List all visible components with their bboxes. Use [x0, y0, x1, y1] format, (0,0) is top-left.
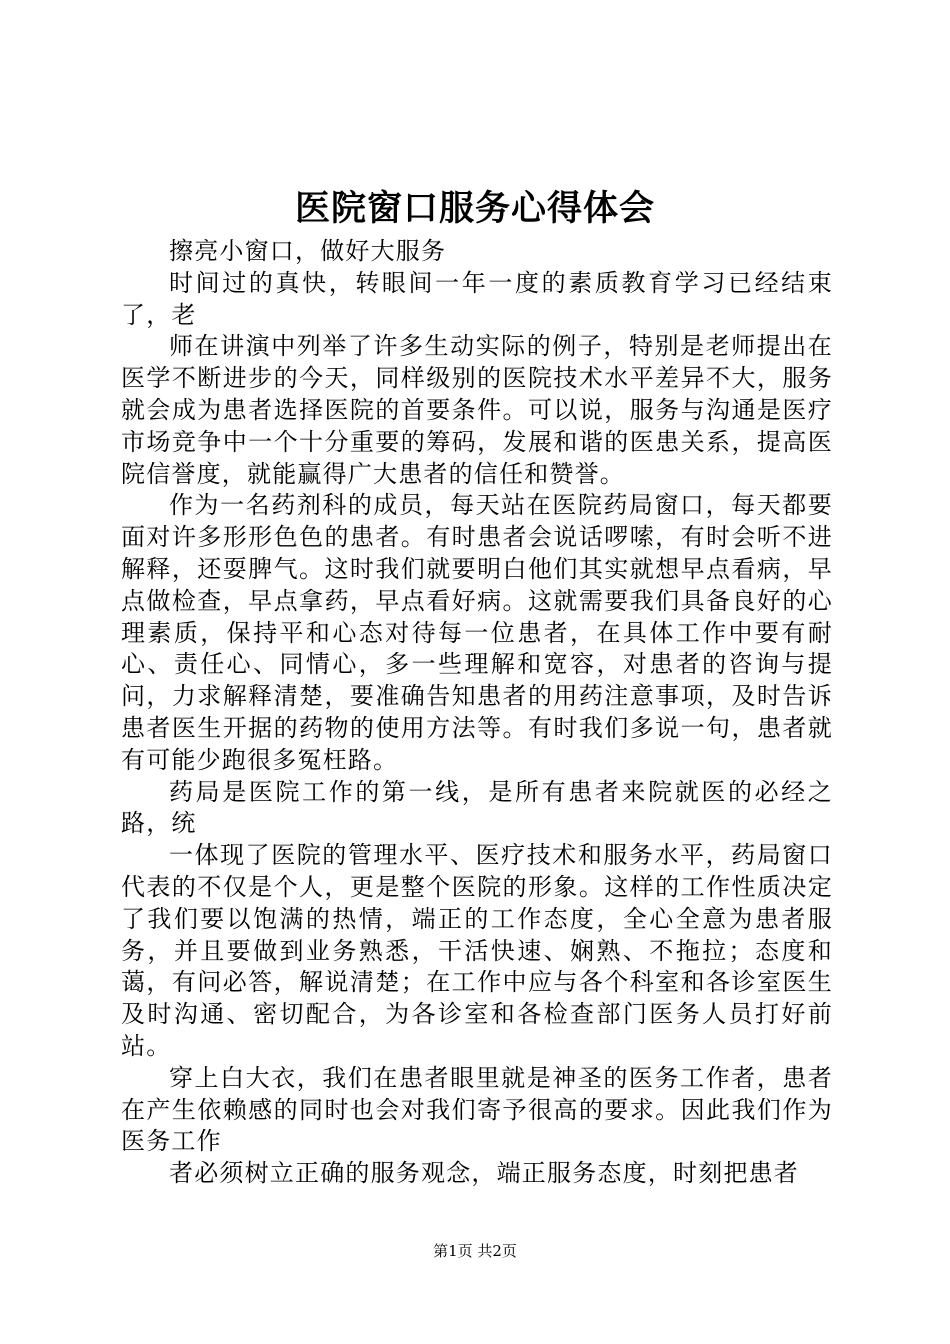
paragraph: 穿上白大衣，我们在患者眼里就是神圣的医务工作者，患者在产生依赖感的同时也会对我们寄予很高的要求。因此我们作为医务工作 [121, 1063, 833, 1156]
paragraph: 师在讲演中列举了许多生动实际的例子，特别是老师提出在医学不断进步的今天，同样级别的医院技术水平差异不大，服务就会成为患者选择医院的首要条件。可以说，服务与沟通是医疗市场竞争中一个十分重要的筹码，发展和谐的医患关系，提高医院信誉度，就能赢得广大患者的信任和赞誉。 [121, 332, 833, 488]
page-number-footer: 第1页 共2页 [433, 1242, 517, 1260]
paragraph: 药局是医院工作的第一线，是所有患者来院就医的必经之路，统 [121, 777, 833, 838]
paragraph: 时间过的真快，转眼间一年一度的素质教育学习已经结束了，老 [121, 268, 833, 329]
paragraph: 擦亮小窗口，做好大服务 [169, 237, 447, 265]
document-title: 医院窗口服务心得体会 [294, 188, 655, 229]
paragraph: 一体现了医院的管理水平、医疗技术和服务水平，药局窗口代表的不仅是个人，更是整个医院的形象。这样的工作性质决定了我们要以饱满的热情，端正的工作态度，全心全意为患者服务，并且要做到业务熟悉，干活快速、娴熟、不拖拉；态度和蔼，有问必答，解说清楚；在工作中应与各个科室和各诊室医生及时沟通、密切配合，为各诊室和各检查部门医务人员打好前站。 [121, 841, 833, 1060]
paragraph: 者必须树立正确的服务观念，端正服务态度，时刻把患者 [169, 1159, 799, 1188]
paragraph: 作为一名药剂科的成员，每天站在医院药局窗口，每天都要面对许多形形色色的患者。有时患者会说话啰嗦，有时会听不进解释，还耍脾气。这时我们就要明白他们其实就想早点看病，早点做检查，早点拿药，早点看好病。这就需要我们具备良好的心理素质，保持平和心态对待每一位患者，在具体工作中要有耐心、责任心、同情心，多一些理解和宽容，对患者的咨询与提问，力求解释清楚，要准确告知患者的用药注意事项，及时告诉患者医生开据的药物的使用方法等。有时我们多说一句，患者就有可能少跑很多冤枉路。 [121, 491, 833, 774]
document-body [121, 236, 833, 1190]
